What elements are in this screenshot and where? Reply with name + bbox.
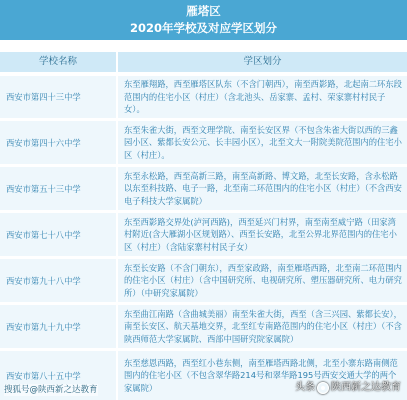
- school-name: 西安市第八十五中学: [0, 351, 116, 400]
- table-row: [0, 259, 407, 302]
- toutiao-watermark: [295, 381, 401, 395]
- school-district-area: 东至曲江南路（含曲城美丽）南至朱雀大街，西至（含三兴园、紫都长安），南至长安区、航天基地交界，北至红专南路范围内的住宅小区（村庄）（不含陕西师范大学家属院、西部中国研究院家属院）: [118, 305, 407, 348]
- school-name: 西安市第四十三中学: [0, 76, 116, 118]
- school-name: 西安市第五十三中学: [0, 167, 116, 210]
- school-district-area: 东至慈恩西路，西至红小巷东侧，南至雁塔西路北侧，北至小寨东路南侧范围内的住宅小区（不包含翠华路214号和翠华路195号西安交通大学的两个家属院）: [118, 351, 407, 400]
- school-district-area: 东至雁翔路，西至雁塔区队东（不含门朝西），南至西影路，北起南二环东段范围内的住宅小区（村庄）（含北池头、岳家寨、孟村、荣家寨村村民子女）。: [118, 76, 407, 118]
- table-row: [0, 167, 407, 210]
- table-row: [0, 305, 407, 348]
- table-row: [0, 213, 407, 256]
- school-district-area: 东至永松路，西至高新三路，南至高新路、博文路，北至长安路，含永松路以东至科技路、电子一路，北至南二环范围内的住宅小区（村庄）（不含西安电子科技大学家属院）: [118, 167, 407, 210]
- page-header: [0, 0, 407, 40]
- watermark-suffix: 陕西新之达教育: [331, 382, 401, 393]
- table-row: [0, 121, 407, 164]
- school-name: 西安市第四十六中学: [0, 121, 116, 164]
- school-district-area: 东至西影路交界处(泸河西路)，西至延兴门村界，南至南至威宁路（田家湾村附近(含大雁湖小区规划路）、西至长安路，北至公界北界范围内的住宅小区（村庄）（含陆家寨村村民子女）: [118, 213, 407, 256]
- watermark-prefix: 头条: [295, 382, 315, 393]
- column-header-school: 学校名称: [0, 52, 116, 72]
- district-title: 雁塔区: [186, 4, 221, 18]
- table-subtitle: 2020年学校及对应学区划分: [129, 21, 277, 35]
- school-name: 西安市第九十九中学: [0, 305, 116, 348]
- column-header-area: 学区划分: [118, 52, 407, 72]
- school-district-area: 东至长安路（不含门朝东），西至家政路，南至雁塔西路，北至南二环范围内的住宅小区（村庄）（含中国研究所、电视研究所、塑压器研究所、电力研究所）（中研究家属院）: [118, 259, 407, 302]
- school-name: 西安市第九十八中学: [0, 259, 116, 302]
- school-district-area: 东至朱雀大街，西至文理学院、南至长安区界（不包含朱雀大街以西的三鑫园小区、紫都长安公元、长丰园小区），北至文大一附院美院范围内的住宅小区（村庄）。: [118, 121, 407, 164]
- sohu-watermark: 搜狐号@陕西新之达教育: [4, 385, 98, 395]
- school-name: 西安市第七十八中学: [0, 213, 116, 256]
- toutiao-logo-icon: [317, 382, 329, 394]
- table-row: [0, 76, 407, 118]
